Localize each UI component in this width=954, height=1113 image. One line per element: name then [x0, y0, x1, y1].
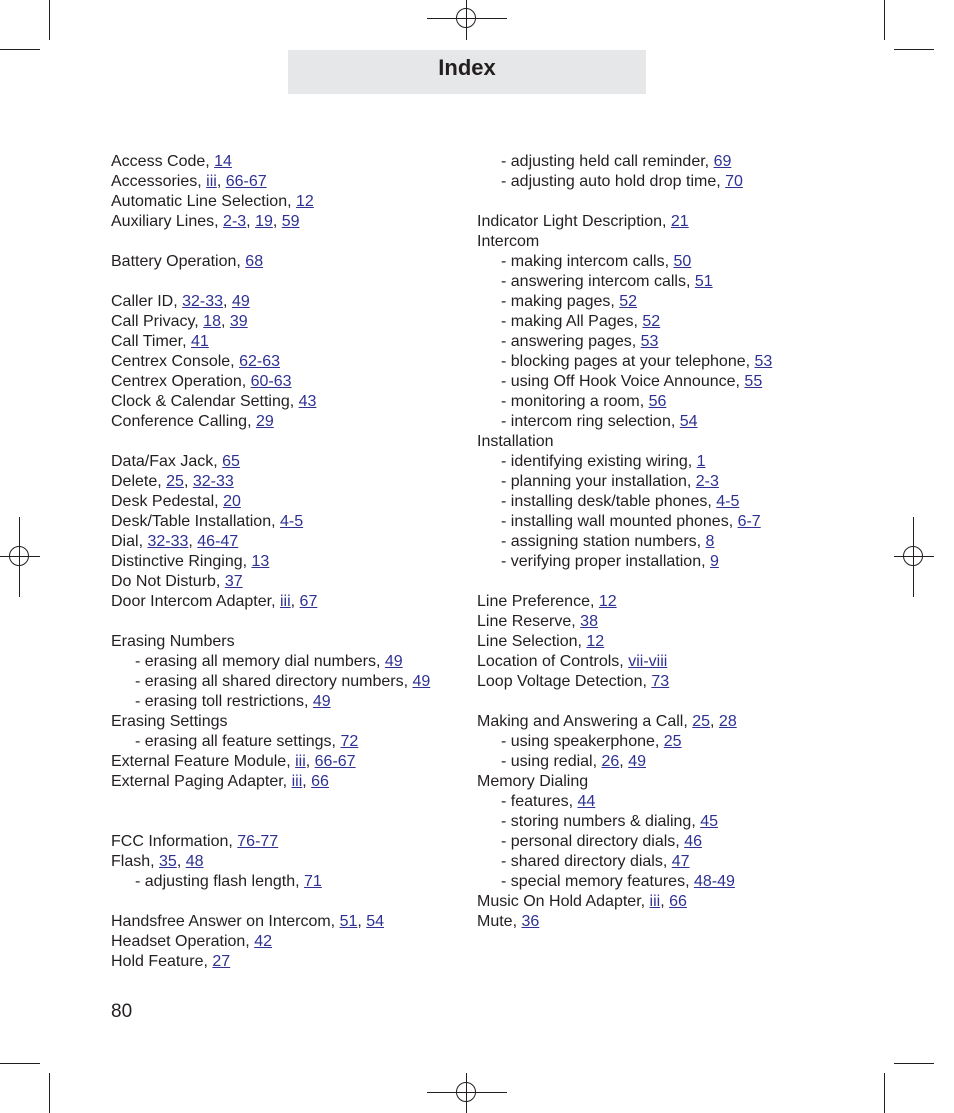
page-ref-link[interactable]: 42 — [254, 933, 272, 950]
page-ref-link[interactable]: 25 — [166, 473, 184, 490]
page-ref-link[interactable]: 76-77 — [237, 833, 279, 850]
page-ref-link[interactable]: 54 — [366, 913, 385, 930]
index-entry-text: Line Selection, — [477, 633, 587, 650]
ref-separator: , — [246, 213, 256, 230]
index-spacer — [111, 812, 461, 832]
page-ref-link[interactable]: iii — [279, 593, 291, 610]
index-entry-text: Loop Voltage Detection, — [477, 673, 652, 690]
index-entry-text: - using redial, — [501, 753, 602, 770]
index-entry-text: - making pages, — [501, 293, 620, 310]
index-entry-text: - blocking pages at your telephone, — [501, 353, 755, 370]
page-ref-link[interactable]: 56 — [648, 393, 667, 410]
index-entry-text: - making All Pages, — [501, 313, 643, 330]
page-ref-link[interactable]: 66 — [669, 893, 687, 910]
index-entry-text: - erasing all feature settings, — [135, 733, 341, 750]
page-ref-link[interactable]: 51 — [339, 913, 358, 930]
index-entry-text: Desk Pedestal, — [111, 493, 224, 510]
index-entry — [477, 632, 877, 652]
index-entry — [111, 772, 461, 792]
index-entry-text: Desk/Table Installation, — [111, 513, 280, 530]
ref-separator: , — [272, 213, 282, 230]
index-entry-text: - adjusting held call reminder, — [501, 153, 714, 170]
page-ref-link[interactable]: 14 — [214, 153, 232, 170]
crop-mark — [894, 1063, 934, 1064]
index-entry-text: - using Off Hook Voice Announce, — [501, 373, 745, 390]
page-ref-link[interactable]: 2-3 — [223, 213, 247, 230]
index-entry-text: Headset Operation, — [111, 933, 255, 950]
page-ref-link[interactable]: 12 — [598, 593, 617, 610]
index-entry — [111, 912, 461, 932]
index-entry-text: Battery Operation, — [111, 253, 246, 270]
index-entry — [111, 592, 461, 612]
index-entry — [111, 412, 461, 432]
index-entry — [111, 572, 461, 592]
index-entry — [477, 772, 877, 792]
index-entry-text: External Paging Adapter, — [111, 773, 292, 790]
page-ref-link[interactable]: 36 — [521, 913, 540, 930]
index-entry-text: External Feature Module, — [111, 753, 296, 770]
index-entry — [477, 712, 877, 732]
index-entry — [477, 592, 877, 612]
page-ref-link[interactable]: 73 — [651, 673, 670, 690]
page-ref-link[interactable]: 49 — [412, 673, 431, 690]
page-ref-link[interactable]: 9 — [709, 553, 719, 570]
index-entry-text: Call Timer, — [111, 333, 192, 350]
index-subentry — [477, 332, 877, 352]
page-ref-link[interactable]: 45 — [700, 813, 718, 830]
index-entry-text: Centrex Operation, — [111, 373, 251, 390]
index-entry — [111, 492, 461, 512]
ref-separator: , — [660, 893, 670, 910]
index-entry — [111, 212, 461, 232]
registration-circle-icon — [9, 546, 29, 566]
index-entry-text: - making intercom calls, — [501, 253, 674, 270]
page-ref-link[interactable]: 37 — [224, 573, 243, 590]
index-entry-text: Memory Dialing — [477, 773, 589, 790]
index-subentry — [477, 732, 877, 752]
crop-mark — [0, 49, 40, 50]
index-entry — [111, 852, 461, 872]
page-ref-link[interactable]: 29 — [255, 413, 274, 430]
page-ref-link[interactable]: 62-63 — [239, 353, 280, 370]
page-ref-link[interactable]: 32-33 — [182, 293, 224, 310]
index-subentry — [477, 172, 877, 192]
page-ref-link[interactable]: 53 — [754, 353, 773, 370]
index-spacer — [477, 192, 877, 212]
index-subentry — [111, 872, 461, 892]
index-entry — [111, 932, 461, 952]
index-entry — [111, 152, 461, 172]
index-entry — [111, 392, 461, 412]
index-subentry — [477, 412, 877, 432]
index-entry-text: Mute, — [477, 913, 522, 930]
index-entry-text: Hold Feature, — [111, 953, 213, 970]
page-ref-link[interactable]: 66-67 — [225, 173, 267, 190]
crop-mark — [884, 1073, 885, 1113]
index-entry-text: Erasing Numbers — [111, 633, 235, 650]
page-ref-link[interactable]: 35 — [159, 853, 177, 870]
index-entry-text: - answering intercom calls, — [501, 273, 695, 290]
index-entry — [111, 312, 461, 332]
page-ref-link[interactable]: 70 — [725, 173, 743, 190]
index-entry — [111, 252, 461, 272]
index-entry-text: - storing numbers & dialing, — [501, 813, 701, 830]
index-entry-text: - planning your installation, — [501, 473, 696, 490]
page-ref-link[interactable]: 32-33 — [192, 473, 234, 490]
index-entry-text: Conference Calling, — [111, 413, 256, 430]
page-ref-link[interactable]: 46-47 — [197, 533, 239, 550]
index-subentry — [477, 352, 877, 372]
index-subentry — [111, 672, 461, 692]
index-subentry — [477, 292, 877, 312]
page-ref-link[interactable]: 47 — [671, 853, 690, 870]
page-ref-link[interactable]: 53 — [640, 333, 659, 350]
index-entry-text: Auxiliary Lines, — [111, 213, 224, 230]
index-subentry — [477, 392, 877, 412]
page-ref-link[interactable]: iii — [291, 773, 303, 790]
page-ref-link[interactable]: 1 — [696, 453, 706, 470]
index-subentry — [477, 792, 877, 812]
index-entry — [111, 292, 461, 312]
index-entry — [111, 532, 461, 552]
index-entry-text: FCC Information, — [111, 833, 238, 850]
index-entry-text: - installing wall mounted phones, — [501, 513, 738, 530]
page-ref-link[interactable]: 20 — [223, 493, 241, 510]
page-ref-link[interactable]: 32-33 — [147, 533, 189, 550]
index-entry-text: - shared directory dials, — [501, 853, 672, 870]
page-ref-link[interactable]: 44 — [577, 793, 596, 810]
registration-circle-icon — [903, 546, 923, 566]
registration-circle-icon — [456, 8, 476, 28]
index-entry-text: Delete, — [111, 473, 167, 490]
index-entry — [477, 212, 877, 232]
index-entry — [477, 432, 877, 452]
page-ref-link[interactable]: 51 — [694, 273, 713, 290]
page-ref-link[interactable]: 6-7 — [737, 513, 761, 530]
index-spacer — [477, 692, 877, 712]
index-entry — [111, 192, 461, 212]
index-entry-text: - erasing all memory dial numbers, — [135, 653, 385, 670]
index-subentry — [477, 472, 877, 492]
page-ref-link[interactable]: 18 — [203, 313, 221, 330]
page-ref-link[interactable]: 68 — [245, 253, 264, 270]
page-title: Index — [438, 55, 496, 80]
page-ref-link[interactable]: iii — [295, 753, 306, 770]
index-entry-text: Call Privacy, — [111, 313, 204, 330]
page-ref-link[interactable]: 26 — [601, 753, 620, 770]
index-subentry — [477, 272, 877, 292]
page-ref-link[interactable]: 49 — [628, 753, 646, 770]
page-ref-link[interactable]: 4-5 — [279, 513, 304, 530]
index-entry-text: Making and Answering a Call, — [477, 713, 693, 730]
index-entry-text: Access Code, — [111, 153, 215, 170]
registration-circle-icon — [456, 1082, 476, 1102]
index-entry-text: Centrex Console, — [111, 353, 240, 370]
index-entry — [111, 472, 461, 492]
index-entry — [111, 832, 461, 852]
page-ref-link[interactable]: 13 — [251, 553, 270, 570]
index-subentry — [477, 492, 877, 512]
index-entry-text: - features, — [501, 793, 578, 810]
index-entry-text: - identifying existing wiring, — [501, 453, 697, 470]
page-ref-link[interactable]: 71 — [304, 873, 322, 890]
page-ref-link[interactable]: vii-viii — [628, 653, 668, 670]
page-ref-link[interactable]: 38 — [580, 613, 598, 630]
page-ref-link[interactable]: 65 — [222, 453, 240, 470]
index-entry — [111, 372, 461, 392]
page-ref-link[interactable]: 49 — [231, 293, 250, 310]
index-spacer — [111, 272, 461, 292]
index-entry-text: - erasing toll restrictions, — [135, 693, 313, 710]
ref-separator: , — [183, 473, 193, 490]
page-ref-link[interactable]: 54 — [679, 413, 698, 430]
index-entry — [477, 672, 877, 692]
page-ref-link[interactable]: 4-5 — [716, 493, 740, 510]
page-ref-link[interactable]: 25 — [692, 713, 711, 730]
page-ref-link[interactable]: 49 — [384, 653, 403, 670]
page-ref-link[interactable]: 67 — [299, 593, 318, 610]
index-entry-text: Line Reserve, — [477, 613, 581, 630]
index-entry — [111, 952, 461, 972]
ref-separator: , — [710, 713, 719, 730]
page-ref-link[interactable]: 49 — [312, 693, 331, 710]
index-entry-text: - personal directory dials, — [501, 833, 685, 850]
page-ref-link[interactable]: 21 — [670, 213, 689, 230]
index-entry-text: Door Intercom Adapter, — [111, 593, 280, 610]
page-ref-link[interactable]: 2-3 — [695, 473, 719, 490]
index-entry-text: Location of Controls, — [477, 653, 629, 670]
index-entry-text: Automatic Line Selection, — [111, 193, 296, 210]
title-bar — [288, 50, 646, 94]
ref-separator: , — [220, 313, 230, 330]
page-ref-link[interactable]: 48-49 — [693, 873, 735, 890]
index-entry-text: Line Preference, — [477, 593, 599, 610]
index-subentry — [477, 832, 877, 852]
index-entry — [111, 752, 461, 772]
page-ref-link[interactable]: 72 — [340, 733, 359, 750]
index-subentry — [477, 152, 877, 172]
page-ref-link[interactable]: 25 — [663, 733, 682, 750]
index-entry — [111, 632, 461, 652]
page-ref-link[interactable]: 48 — [185, 853, 204, 870]
index-subentry — [111, 732, 461, 752]
page-ref-link[interactable]: 52 — [642, 313, 661, 330]
crop-mark — [49, 1073, 50, 1113]
index-entry-text: Accessories, — [111, 173, 207, 190]
index-subentry — [477, 872, 877, 892]
page-ref-link[interactable]: iii — [649, 893, 661, 910]
ref-separator: , — [216, 173, 226, 190]
page-ref-link[interactable]: 43 — [298, 393, 317, 410]
index-entry-text: Indicator Light Description, — [477, 213, 671, 230]
index-entry-text: Installation — [477, 433, 554, 450]
index-entry — [477, 232, 877, 252]
page-ref-link[interactable]: 55 — [744, 373, 763, 390]
page-ref-link[interactable]: iii — [206, 173, 217, 190]
page-ref-link[interactable]: 46 — [684, 833, 702, 850]
index-subentry — [477, 252, 877, 272]
index-entry — [477, 612, 877, 632]
index-subentry — [477, 312, 877, 332]
index-spacer — [111, 232, 461, 252]
ref-separator: , — [290, 593, 300, 610]
index-entry-text: Flash, — [111, 853, 160, 870]
index-entry — [477, 912, 877, 932]
index-entry — [477, 892, 877, 912]
index-column-right — [477, 152, 877, 932]
index-entry — [477, 652, 877, 672]
page-ref-link[interactable]: 39 — [229, 313, 248, 330]
ref-separator: , — [223, 293, 232, 310]
index-entry-text: - adjusting auto hold drop time, — [501, 173, 726, 190]
ref-separator: , — [302, 773, 312, 790]
index-entry-text: - assigning station numbers, — [501, 533, 706, 550]
page-ref-link[interactable]: 59 — [281, 213, 300, 230]
index-entry-text: Data/Fax Jack, — [111, 453, 223, 470]
index-spacer — [111, 432, 461, 452]
index-subentry — [477, 752, 877, 772]
index-entry-text: Music On Hold Adapter, — [477, 893, 650, 910]
index-subentry — [477, 452, 877, 472]
index-entry-text: Clock & Calendar Setting, — [111, 393, 299, 410]
ref-separator: , — [305, 753, 315, 770]
index-entry-text: Distinctive Ringing, — [111, 553, 252, 570]
ref-separator: , — [176, 853, 186, 870]
ref-separator: , — [619, 753, 629, 770]
crop-mark — [49, 0, 50, 40]
index-column-left — [111, 152, 461, 972]
index-subentry — [477, 852, 877, 872]
page-ref-link[interactable]: 50 — [673, 253, 692, 270]
index-entry — [111, 332, 461, 352]
index-subentry — [111, 652, 461, 672]
index-entry-text: - using speakerphone, — [501, 733, 664, 750]
page-ref-link[interactable]: 41 — [191, 333, 209, 350]
index-entry — [111, 172, 461, 192]
index-spacer — [477, 572, 877, 592]
index-subentry — [477, 512, 877, 532]
index-entry-text: Caller ID, — [111, 293, 183, 310]
page-ref-link[interactable]: 12 — [296, 193, 314, 210]
index-entry-text: - verifying proper installation, — [501, 553, 710, 570]
index-subentry — [111, 692, 461, 712]
page-ref-link[interactable]: 19 — [255, 213, 273, 230]
page-ref-link[interactable]: 8 — [705, 533, 715, 550]
index-spacer — [111, 892, 461, 912]
index-subentry — [477, 372, 877, 392]
index-subentry — [477, 552, 877, 572]
index-entry-text: Dial, — [111, 533, 148, 550]
page-number: 80 — [111, 1001, 133, 1022]
index-entry-text: - intercom ring selection, — [501, 413, 680, 430]
page-ref-link[interactable]: 66 — [311, 773, 329, 790]
index-subentry — [477, 812, 877, 832]
index-entry — [111, 552, 461, 572]
ref-separator: , — [188, 533, 198, 550]
page-ref-link[interactable]: 28 — [718, 713, 737, 730]
index-entry-text: - special memory features, — [501, 873, 694, 890]
page-ref-link[interactable]: 52 — [619, 293, 638, 310]
index-entry-text: - monitoring a room, — [501, 393, 649, 410]
index-entry — [111, 452, 461, 472]
index-entry — [111, 712, 461, 732]
index-entry-text: Do Not Disturb, — [111, 573, 225, 590]
index-entry-text: Handsfree Answer on Intercom, — [111, 913, 340, 930]
index-entry-text: - adjusting flash length, — [135, 873, 304, 890]
ref-separator: , — [357, 913, 367, 930]
page-ref-link[interactable]: 60-63 — [250, 373, 292, 390]
page-ref-link[interactable]: 69 — [713, 153, 732, 170]
index-spacer — [111, 612, 461, 632]
index-entry-text: Intercom — [477, 233, 540, 250]
page-ref-link[interactable]: 66-67 — [314, 753, 356, 770]
crop-mark — [894, 49, 934, 50]
page-ref-link[interactable]: 12 — [586, 633, 605, 650]
index-entry-text: - erasing all shared directory numbers, — [135, 673, 413, 690]
index-subentry — [477, 532, 877, 552]
index-entry-text: Erasing Settings — [111, 713, 228, 730]
page-ref-link[interactable]: 27 — [212, 953, 231, 970]
index-spacer — [111, 792, 461, 812]
index-entry — [111, 512, 461, 532]
crop-mark — [884, 0, 885, 40]
index-entry-text: - installing desk/table phones, — [501, 493, 717, 510]
crop-mark — [0, 1063, 40, 1064]
index-entry-text: - answering pages, — [501, 333, 641, 350]
index-entry — [111, 352, 461, 372]
